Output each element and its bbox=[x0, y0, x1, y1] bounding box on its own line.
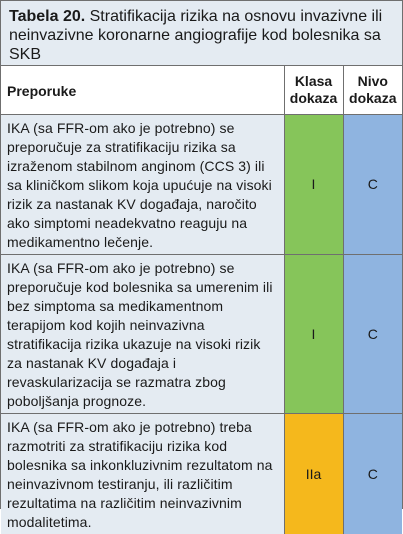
header-class: Klasa dokaza bbox=[284, 66, 343, 114]
level-badge: C bbox=[343, 413, 402, 534]
level-badge: C bbox=[343, 114, 402, 254]
class-badge: I bbox=[284, 114, 343, 254]
header-recommendations: Preporuke bbox=[1, 66, 284, 114]
table-row bbox=[1, 114, 402, 254]
header-row bbox=[1, 66, 402, 114]
recommendation-text: IKA (sa FFR-om ako je potrebno) treba razmotriti za stratifikaciju rizika kod bolesnika sa inkonkluzivnim rezultatom na neinvazivnom testiranju, ili različitim rezultatima na različitim neinvazivnim modalitetima. bbox=[1, 413, 284, 534]
table-number: Tabela 20. bbox=[9, 8, 86, 25]
table-caption bbox=[1, 1, 402, 66]
class-badge: I bbox=[284, 254, 343, 413]
class-badge: IIa bbox=[284, 413, 343, 534]
level-badge: C bbox=[343, 254, 402, 413]
recommendation-text: IKA (sa FFR-om ako je potrebno) se preporučuje za stratifikaciju rizika sa izraženom stabilnom anginom (CCS 3) ili sa kliničkom slikom koja upućuje na visoki rizik za nastanak KV događaja, naročito ako simptomi neadekvatno reaguju na medikamentno lečenje. bbox=[1, 114, 284, 254]
table-row bbox=[1, 254, 402, 413]
header-level: Nivo dokaza bbox=[343, 66, 402, 114]
recommendations-table bbox=[1, 66, 402, 534]
table-title: Stratifikacija rizika na osnovu invazivne ili neinvazivne koronarne angiografije kod bolesnika sa SKB bbox=[9, 8, 383, 63]
table-row bbox=[1, 413, 402, 534]
recommendation-text: IKA (sa FFR-om ako je potrebno) se preporučuje kod bolesnika sa umerenim ili bez simptoma sa medikamentnom terapijom kod kojih neinvazivna stratifikacija rizika ukazuje na visoki rizik za nastanak KV događaja i revaskularizacija se razmatra zbog poboljšanja prognoze. bbox=[1, 254, 284, 413]
